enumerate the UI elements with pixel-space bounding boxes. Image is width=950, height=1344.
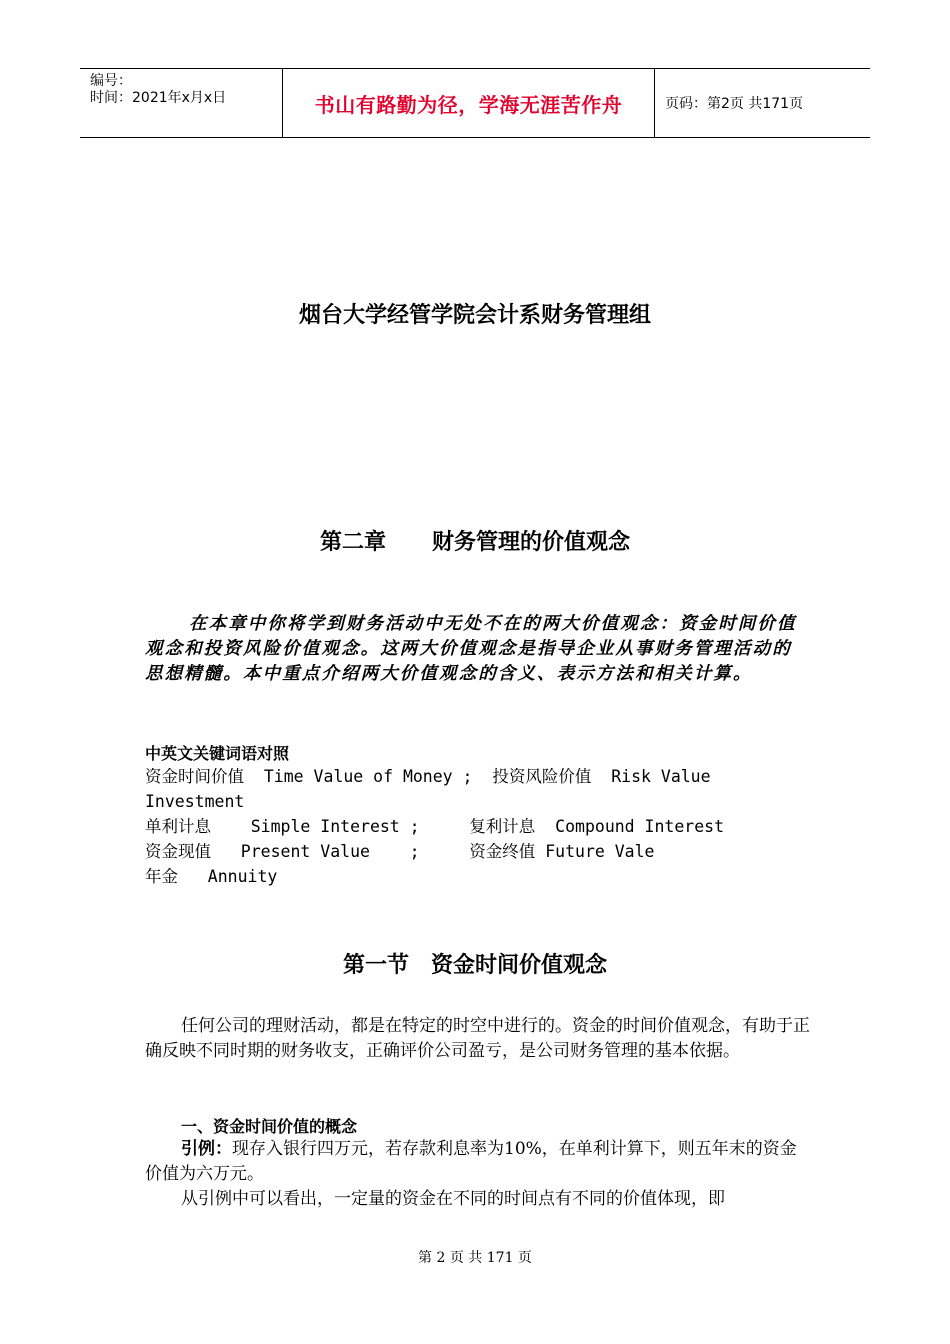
keyword-line: 年金 Annuity [145,867,278,886]
time-label: 时间：2021年x月x日 [90,90,227,106]
header-left-cell [80,69,282,137]
keywords-heading: 中英文关键词语对照 [145,744,290,763]
page-label: 页码：第2页 共171页 [665,96,804,112]
organization-title: 烟台大学经管学院会计系财务管理组 [298,303,651,328]
header-page-cell [655,69,870,137]
example-text: 现存入银行四万元，若存款利息率为10%，在单利计算下，则五年末的资金价值为六万元。 [145,1139,797,1184]
page-footer: 第 2 页 共 171 页 [418,1250,532,1266]
example-paragraph [145,1137,810,1187]
keyword-line: Investment [145,792,245,811]
motto: 书山有路勤为径，学海无涯苦作舟 [314,92,623,117]
keyword-line: 资金现值 Present Value ; 资金终值 Future Vale [145,842,655,861]
body-paragraph: 从引例中可以看出，一定量的资金在不同的时间点有不同的价值体现，即 [181,1189,725,1209]
number-label: 编号： [90,73,132,89]
header-motto-cell [282,69,655,137]
example-label: 引例： [181,1139,232,1159]
section-number: 第一节 [342,953,409,978]
header-table [80,68,870,138]
section-title: 资金时间价值观念 [431,953,608,978]
body-paragraph: 任何公司的理财活动，都是在特定的时空中进行的。资金的时间价值观念，有助于正确反映不同时期的财务收支，正确评价公司盈亏，是公司财务管理的基本依据。 [145,1016,810,1061]
section-heading [0,948,950,979]
subheading: 一、资金时间价值的概念 [181,1117,358,1136]
chapter-title: 财务管理的价值观念 [432,530,631,555]
chapter-number: 第二章 [319,530,386,555]
keyword-line: 单利计息 Simple Interest ; 复利计息 Compound Interest [145,817,725,836]
chapter-heading [0,525,950,556]
keyword-line: 资金时间价值 Time Value of Money ; 投资风险价值 Risk Value [145,767,711,786]
chapter-intro: 在本章中你将学到财务活动中无处不在的两大价值观念：资金时间价值观念和投资风险价值观念。这两大价值观念是指导企业从事财务管理活动的思想精髓。本中重点介绍两大价值观念的含义、表示方法和相关计算。 [145,614,797,684]
